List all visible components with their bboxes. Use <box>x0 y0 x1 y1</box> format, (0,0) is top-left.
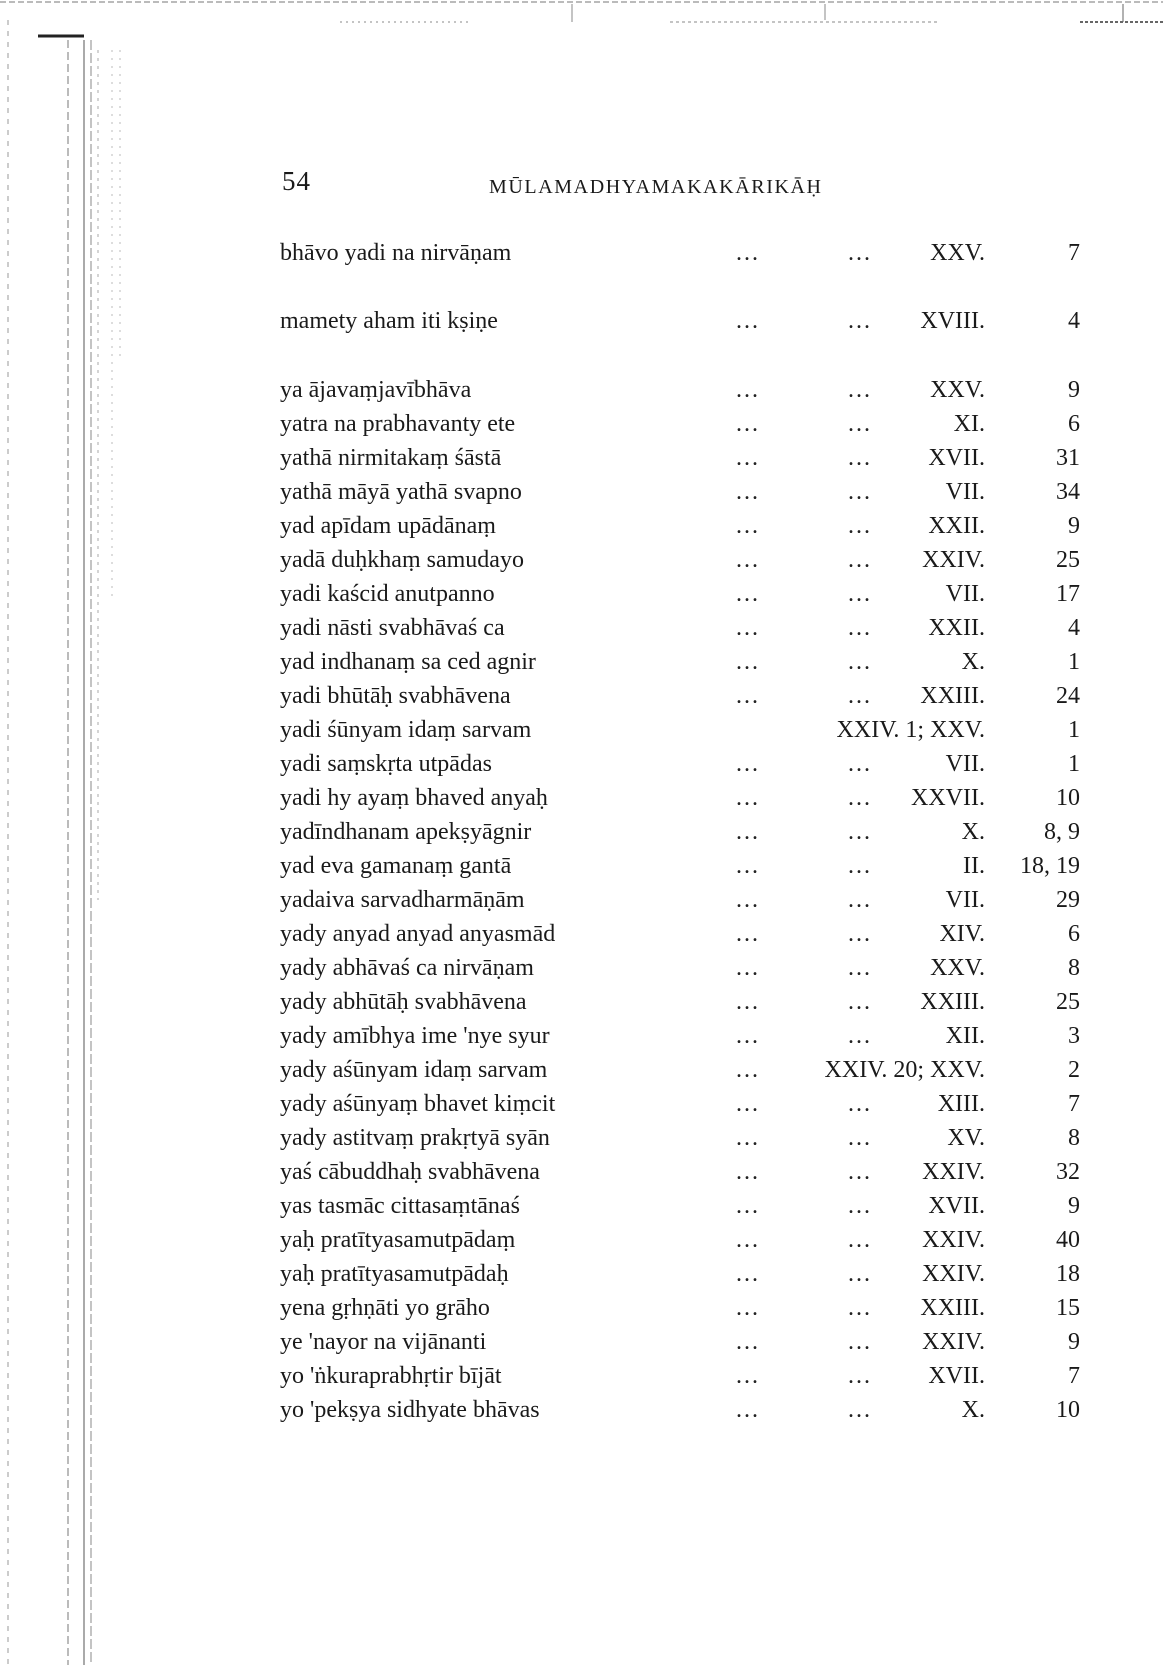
entry-phrase: yady astitvaṃ prakṛtyā syān <box>280 1125 550 1151</box>
entry-leader-dots: ... <box>848 1125 872 1151</box>
entry-verse: 18, 19 <box>1020 853 1080 879</box>
entry-chapter: XXIII. <box>920 1295 985 1321</box>
entry-phrase: yad eva gamanaṃ gantā <box>280 853 512 879</box>
entry-leader-dots: ... <box>736 1329 760 1355</box>
entry-phrase: bhāvo yadi na nirvāṇam <box>280 240 512 266</box>
index-entry <box>280 747 1080 781</box>
entry-phrase: yadi nāsti svabhāvaś ca <box>280 615 505 641</box>
entry-phrase: yadi śūnyam idaṃ sarvam <box>280 717 532 743</box>
running-head: MŪLAMADHYAMAKAKĀRIKĀḤ <box>489 176 823 198</box>
entry-leader-dots: ... <box>848 1023 872 1049</box>
entry-leader-dots: ... <box>736 1397 760 1423</box>
entry-leader-dots: ... <box>736 1125 760 1151</box>
entry-leader-dots: ... <box>736 887 760 913</box>
index-entry <box>280 577 1080 611</box>
entry-chapter: II. <box>963 853 985 879</box>
entry-chapter: VII. <box>945 887 985 913</box>
entry-leader-dots: ... <box>848 955 872 981</box>
index-entry <box>280 543 1080 577</box>
entry-verse: 31 <box>1056 445 1080 471</box>
entry-chapter: XXIII. <box>920 989 985 1015</box>
index-entry <box>280 1291 1080 1325</box>
entry-phrase: yaḥ pratītyasamutpādaṃ <box>280 1227 516 1253</box>
entry-phrase: yady abhāvaś ca nirvāṇam <box>280 955 534 981</box>
entry-chapter: VII. <box>945 479 985 505</box>
index-entry <box>280 373 1080 407</box>
entry-leader-dots: ... <box>848 853 872 879</box>
entry-phrase: yaś cābuddhaḥ svabhāvena <box>280 1159 540 1185</box>
entry-chapter: XXII. <box>928 615 985 641</box>
entry-leader-dots: ... <box>736 1261 760 1287</box>
entry-chapter: XIV. <box>939 921 985 947</box>
entry-verse: 24 <box>1056 683 1080 709</box>
entry-phrase: yadi bhūtāḥ svabhāvena <box>280 683 511 709</box>
entry-chapter: XXIV. 1; XXV. <box>836 717 985 743</box>
entry-phrase: yaḥ pratītyasamutpādaḥ <box>280 1261 509 1287</box>
index-entry <box>280 1087 1080 1121</box>
entry-chapter: XXIV. <box>922 1159 985 1185</box>
entry-verse: 7 <box>1068 240 1080 266</box>
entry-verse: 3 <box>1068 1023 1080 1049</box>
entry-leader-dots: ... <box>736 649 760 675</box>
entry-verse: 32 <box>1056 1159 1080 1185</box>
entry-leader-dots: ... <box>848 377 872 403</box>
entry-leader-dots: ... <box>848 887 872 913</box>
entry-phrase: yady aśūnyam idaṃ sarvam <box>280 1057 548 1083</box>
entry-chapter: XV. <box>947 1125 985 1151</box>
entry-chapter: XXIV. <box>922 1227 985 1253</box>
entry-phrase: yady amībhya ime 'nye syur <box>280 1023 550 1049</box>
entry-leader-dots: ... <box>736 615 760 641</box>
entry-leader-dots: ... <box>736 308 760 334</box>
entry-chapter: X. <box>961 649 985 675</box>
entry-chapter: XI. <box>953 411 985 437</box>
index-entry <box>280 1053 1080 1087</box>
entry-leader-dots: ... <box>848 479 872 505</box>
entry-phrase: ya ājavaṃjavībhāva <box>280 377 472 403</box>
entry-phrase: yo 'pekṣya sidhyate bhāvas <box>280 1397 540 1423</box>
entry-verse: 29 <box>1056 887 1080 913</box>
index-entry <box>280 1121 1080 1155</box>
entry-phrase: yady anyad anyad anyasmād <box>280 921 556 947</box>
entry-leader-dots: ... <box>848 1193 872 1219</box>
index-entry <box>280 713 1080 747</box>
entry-leader-dots: ... <box>848 547 872 573</box>
entry-chapter: VII. <box>945 581 985 607</box>
entry-chapter: XXIV. 20; XXV. <box>824 1057 985 1083</box>
entry-leader-dots: ... <box>736 581 760 607</box>
entry-leader-dots: ... <box>848 1227 872 1253</box>
entry-phrase: yatra na prabhavanty ete <box>280 411 516 437</box>
entry-chapter: XXIII. <box>920 683 985 709</box>
entry-chapter: XVII. <box>928 1363 985 1389</box>
entry-leader-dots: ... <box>848 308 872 334</box>
entry-phrase: yadaiva sarvadharmāṇām <box>280 887 525 913</box>
entry-verse: 18 <box>1056 1261 1080 1287</box>
entry-chapter: XXIV. <box>922 1261 985 1287</box>
entry-leader-dots: ... <box>848 1329 872 1355</box>
entry-verse: 1 <box>1068 717 1080 743</box>
index-entry <box>280 781 1080 815</box>
entry-chapter: XXV. <box>930 240 985 266</box>
index-entry <box>280 1019 1080 1053</box>
entry-verse: 9 <box>1068 1193 1080 1219</box>
entry-verse: 15 <box>1056 1295 1080 1321</box>
entry-phrase: yady aśūnyaṃ bhavet kiṃcit <box>280 1091 556 1117</box>
index-entry <box>280 917 1080 951</box>
entry-leader-dots: ... <box>848 683 872 709</box>
entry-verse: 9 <box>1068 377 1080 403</box>
index-entry <box>280 509 1080 543</box>
entry-chapter: XXV. <box>930 377 985 403</box>
entry-verse: 2 <box>1068 1057 1080 1083</box>
entry-phrase: mamety aham iti kṣiṇe <box>280 308 498 334</box>
entry-verse: 9 <box>1068 513 1080 539</box>
entry-chapter: XVII. <box>928 1193 985 1219</box>
entry-verse: 17 <box>1056 581 1080 607</box>
entry-phrase: yadi kaścid anutpanno <box>280 581 495 607</box>
entry-verse: 40 <box>1056 1227 1080 1253</box>
entry-verse: 8 <box>1068 1125 1080 1151</box>
entry-verse: 7 <box>1068 1363 1080 1389</box>
entry-leader-dots: ... <box>736 683 760 709</box>
page-number: 54 <box>282 166 311 196</box>
entry-verse: 25 <box>1056 547 1080 573</box>
index-entry <box>280 475 1080 509</box>
entry-leader-dots: ... <box>736 921 760 947</box>
index-entry <box>280 1155 1080 1189</box>
entry-verse: 9 <box>1068 1329 1080 1355</box>
entry-leader-dots: ... <box>736 1023 760 1049</box>
entry-leader-dots: ... <box>736 853 760 879</box>
entry-chapter: XVIII. <box>920 308 985 334</box>
index-entry <box>280 951 1080 985</box>
entry-leader-dots: ... <box>848 819 872 845</box>
index-entry <box>280 407 1080 441</box>
entry-phrase: yena gṛhṇāti yo grāho <box>280 1295 490 1321</box>
entry-verse: 25 <box>1056 989 1080 1015</box>
entry-chapter: X. <box>961 819 985 845</box>
entry-phrase: yadīndhanam apekṣyāgnir <box>280 819 532 845</box>
entry-leader-dots: ... <box>736 377 760 403</box>
entry-phrase: yathā nirmitakaṃ śāstā <box>280 445 502 471</box>
entry-phrase: yo 'ṅkuraprabhṛtir bījāt <box>280 1363 502 1389</box>
entry-leader-dots: ... <box>848 411 872 437</box>
entry-chapter: VII. <box>945 751 985 777</box>
entry-leader-dots: ... <box>736 1295 760 1321</box>
entry-leader-dots: ... <box>736 547 760 573</box>
entry-leader-dots: ... <box>736 1227 760 1253</box>
entry-verse: 4 <box>1068 308 1080 334</box>
entry-chapter: XXIV. <box>922 547 985 573</box>
entry-leader-dots: ... <box>736 479 760 505</box>
entry-phrase: yadi hy ayaṃ bhaved anyaḥ <box>280 785 548 811</box>
index-entry <box>280 1189 1080 1223</box>
entry-leader-dots: ... <box>848 1397 872 1423</box>
entry-leader-dots: ... <box>848 445 872 471</box>
entry-phrase: ye 'nayor na vijānanti <box>280 1329 487 1355</box>
entry-phrase: yas tasmāc cittasaṃtānaś <box>280 1193 520 1219</box>
entry-verse: 6 <box>1068 921 1080 947</box>
entry-chapter: XXII. <box>928 513 985 539</box>
entry-leader-dots: ... <box>848 1091 872 1117</box>
entry-leader-dots: ... <box>848 581 872 607</box>
entry-leader-dots: ... <box>736 1363 760 1389</box>
entry-leader-dots: ... <box>848 921 872 947</box>
entry-chapter: XIII. <box>937 1091 985 1117</box>
entry-leader-dots: ... <box>848 513 872 539</box>
entry-leader-dots: ... <box>736 785 760 811</box>
entry-leader-dots: ... <box>736 751 760 777</box>
entry-leader-dots: ... <box>736 411 760 437</box>
entry-verse: 10 <box>1056 785 1080 811</box>
entry-chapter: XII. <box>945 1023 985 1049</box>
entry-chapter: XXV. <box>930 955 985 981</box>
entry-verse: 34 <box>1056 479 1080 505</box>
entry-leader-dots: ... <box>848 649 872 675</box>
entry-leader-dots: ... <box>848 1261 872 1287</box>
entry-leader-dots: ... <box>736 955 760 981</box>
index-entry <box>280 883 1080 917</box>
index-entry <box>280 441 1080 475</box>
index-entry <box>280 1325 1080 1359</box>
entry-verse: 8, 9 <box>1044 819 1080 845</box>
entry-leader-dots: ... <box>848 751 872 777</box>
index-entry <box>280 815 1080 849</box>
entry-verse: 1 <box>1068 649 1080 675</box>
entry-chapter: XXIV. <box>922 1329 985 1355</box>
entry-verse: 1 <box>1068 751 1080 777</box>
entry-leader-dots: ... <box>848 1159 872 1185</box>
index-entry <box>280 611 1080 645</box>
index-entry <box>280 1257 1080 1291</box>
entry-leader-dots: ... <box>736 1193 760 1219</box>
entry-verse: 4 <box>1068 615 1080 641</box>
entry-verse: 7 <box>1068 1091 1080 1117</box>
entry-chapter: XXVII. <box>911 785 985 811</box>
entry-leader-dots: ... <box>736 1159 760 1185</box>
entry-phrase: yady abhūtāḥ svabhāvena <box>280 989 527 1015</box>
entry-phrase: yathā māyā yathā svapno <box>280 479 522 505</box>
entry-verse: 8 <box>1068 955 1080 981</box>
index-entry <box>280 1359 1080 1393</box>
entry-leader-dots: ... <box>736 819 760 845</box>
entry-leader-dots: ... <box>848 1363 872 1389</box>
entry-leader-dots: ... <box>848 785 872 811</box>
entry-leader-dots: ... <box>736 513 760 539</box>
entry-leader-dots: ... <box>736 240 760 266</box>
index-entry <box>280 985 1080 1019</box>
index-entry <box>280 679 1080 713</box>
index-entry <box>280 304 1080 338</box>
entry-leader-dots: ... <box>736 1057 760 1083</box>
index-entry <box>280 1223 1080 1257</box>
entry-chapter: X. <box>961 1397 985 1423</box>
entry-verse: 6 <box>1068 411 1080 437</box>
index-entry <box>280 849 1080 883</box>
index-entry <box>280 645 1080 679</box>
entry-verse: 10 <box>1056 1397 1080 1423</box>
entry-phrase: yadi saṃskṛta utpādas <box>280 751 492 777</box>
entry-chapter: XVII. <box>928 445 985 471</box>
entry-phrase: yad indhanaṃ sa ced agnir <box>280 649 536 675</box>
entry-phrase: yad apīdam upādānaṃ <box>280 513 496 539</box>
entry-leader-dots: ... <box>736 1091 760 1117</box>
entry-leader-dots: ... <box>848 615 872 641</box>
entry-leader-dots: ... <box>848 989 872 1015</box>
entry-leader-dots: ... <box>848 240 872 266</box>
entry-leader-dots: ... <box>736 445 760 471</box>
entry-phrase: yadā duḥkhaṃ samudayo <box>280 547 524 573</box>
index-entry <box>280 236 1080 270</box>
entry-leader-dots: ... <box>736 989 760 1015</box>
entry-leader-dots: ... <box>848 1295 872 1321</box>
index-entry <box>280 1393 1080 1427</box>
